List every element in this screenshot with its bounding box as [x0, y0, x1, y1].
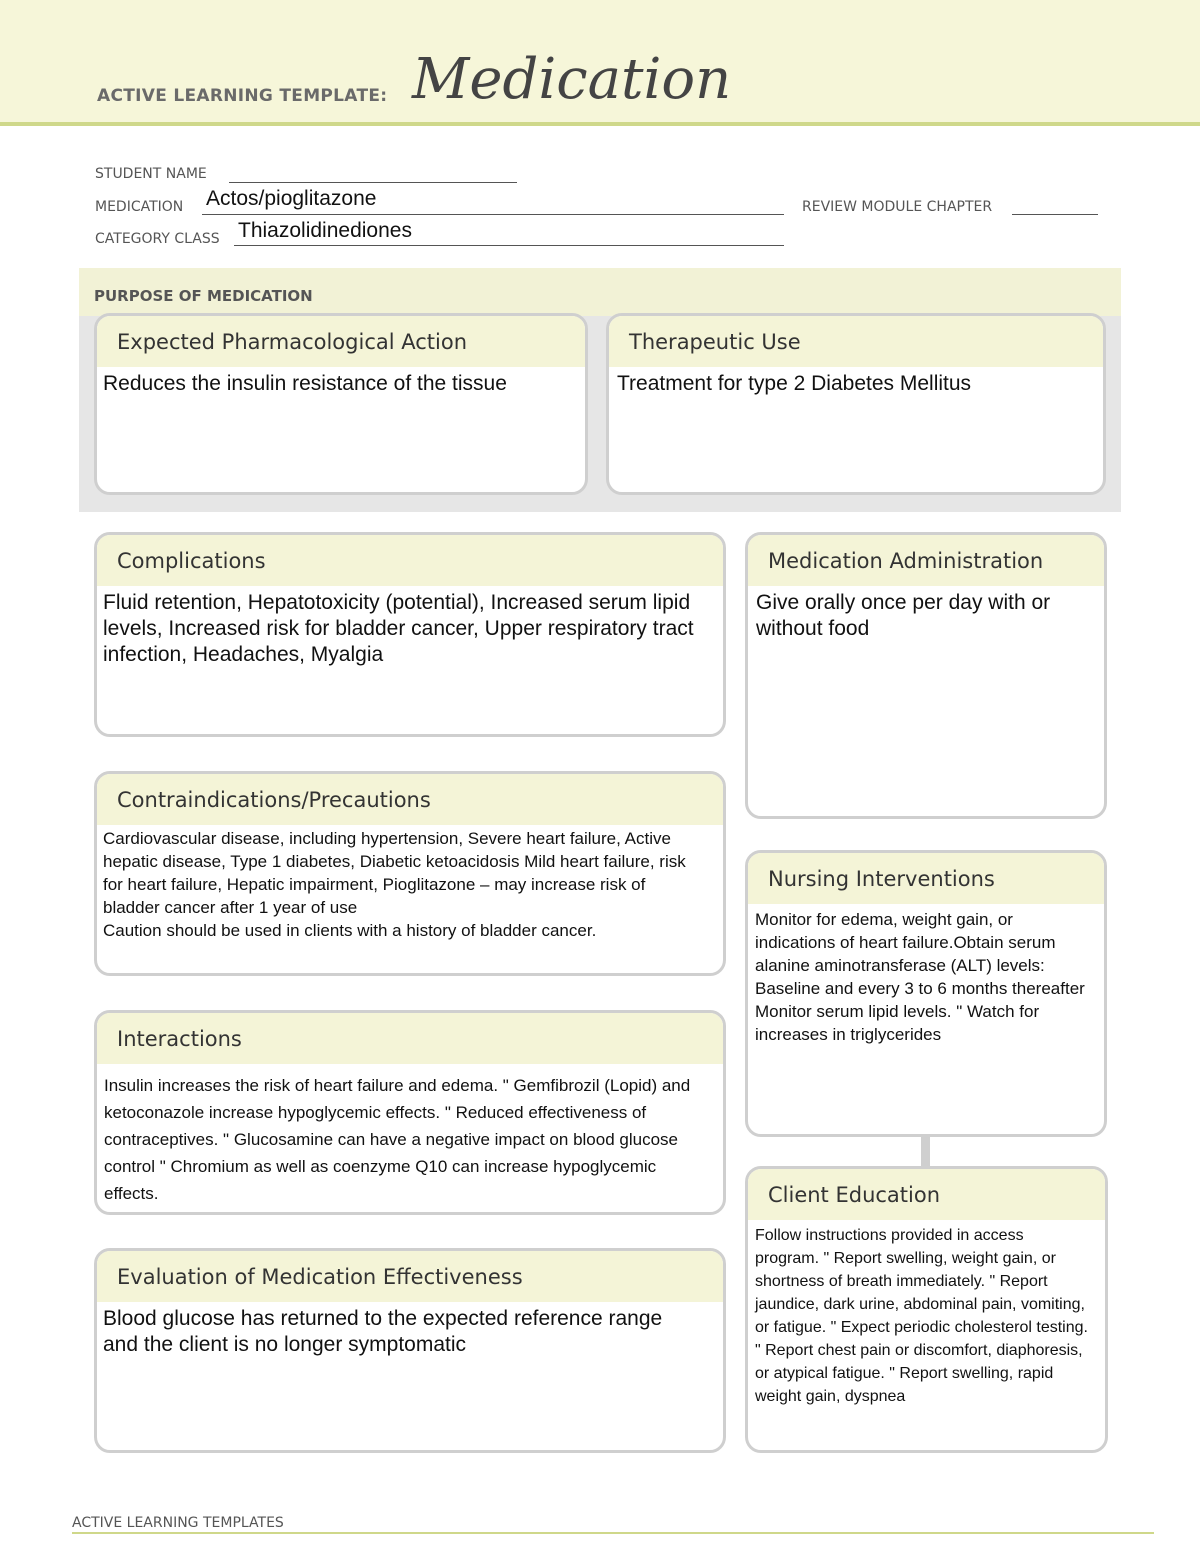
contraindications-title: Contraindications/Precautions [97, 774, 723, 825]
nursing-interventions-text[interactable]: Monitor for edema, weight gain, or indications of heart failure.Obtain serum alanine aminotransferase (ALT) levels: Baseline and every 3 to 6 months thereafter Monitor serum lipid levels. " Watch for increases in triglycerides [755, 910, 1085, 1044]
expected-action-text[interactable]: Reduces the insulin resistance of the tissue [103, 372, 507, 395]
expected-action-title: Expected Pharmacological Action [97, 316, 585, 367]
category-class-label: CATEGORY CLASS [95, 231, 220, 247]
footer-divider [72, 1532, 1154, 1534]
client-education-text[interactable]: Follow instructions provided in access program. " Report swelling, weight gain, or shortness of breath immediately. " Report jaundice, dark urine, abdominal pain, vomiting, or fatigue. " Expect periodic cholesterol testing. " Report chest pain or discomfort, diaphoresis, or atypical fatigue. " Report swelling, rapid weight gain, dyspnea [755, 1227, 1088, 1405]
administration-title: Medication Administration [748, 535, 1104, 586]
review-module-label: REVIEW MODULE CHAPTER [802, 199, 993, 215]
medication-label: MEDICATION [95, 199, 184, 215]
connector-bar [921, 1134, 930, 1167]
footer-label: ACTIVE LEARNING TEMPLATES [72, 1515, 284, 1531]
medication-line [202, 214, 784, 215]
contraindications-box [94, 771, 726, 976]
complications-title: Complications [97, 535, 723, 586]
expected-action-box [94, 313, 588, 495]
evaluation-text[interactable]: Blood glucose has returned to the expected reference range and the client is no longer symptomatic [103, 1307, 663, 1356]
student-name-label: STUDENT NAME [95, 166, 207, 182]
student-name-line [229, 182, 517, 183]
template-label: ACTIVE LEARNING TEMPLATE: [97, 86, 388, 106]
therapeutic-use-title: Therapeutic Use [609, 316, 1103, 367]
contraindications-text[interactable]: Cardiovascular disease, including hypertension, Severe heart failure, Active hepatic disease, Type 1 diabetes, Diabetic ketoacidosis Mild heart failure, risk for heart failure, Hepatic impairment, Pioglitazone – may increase risk of bladder cancer after 1 year of use Caution should be used in clients with a history of bladder cancer. [103, 829, 686, 940]
medication-field[interactable]: Actos/pioglitazone [206, 187, 377, 210]
purpose-label: PURPOSE OF MEDICATION [94, 287, 313, 305]
interactions-title: Interactions [97, 1013, 723, 1064]
client-education-box [745, 1166, 1108, 1453]
interactions-box [94, 1010, 726, 1215]
category-class-field[interactable]: Thiazolidinediones [238, 219, 412, 242]
review-module-line [1012, 214, 1098, 215]
evaluation-box [94, 1248, 726, 1453]
administration-box [745, 532, 1107, 819]
template-title: Medication [412, 47, 732, 112]
category-class-line [234, 245, 784, 246]
nursing-interventions-box [745, 850, 1107, 1137]
complications-text[interactable]: Fluid retention, Hepatotoxicity (potential), Increased serum lipid levels, Increased risk for bladder cancer, Upper respiratory tract infection, Headaches, Myalgia [103, 591, 694, 666]
interactions-text[interactable]: Insulin increases the risk of heart failure and edema. " Gemfibrozil (Lopid) and ketoconazole increase hypoglycemic effects. " Reduced effectiveness of contraceptives. " Glucosamine can have a negative impact on blood glucose control " Chromium as well as coenzyme Q10 can increase hypoglycemic effects. [104, 1076, 691, 1203]
nursing-interventions-title: Nursing Interventions [748, 853, 1104, 904]
evaluation-title: Evaluation of Medication Effectiveness [97, 1251, 723, 1302]
header-divider [0, 122, 1200, 126]
therapeutic-use-text[interactable]: Treatment for type 2 Diabetes Mellitus [617, 372, 972, 395]
administration-text[interactable]: Give orally once per day with or without food [756, 591, 1051, 640]
complications-box [94, 532, 726, 737]
client-education-title: Client Education [748, 1169, 1105, 1220]
therapeutic-use-box [606, 313, 1106, 495]
